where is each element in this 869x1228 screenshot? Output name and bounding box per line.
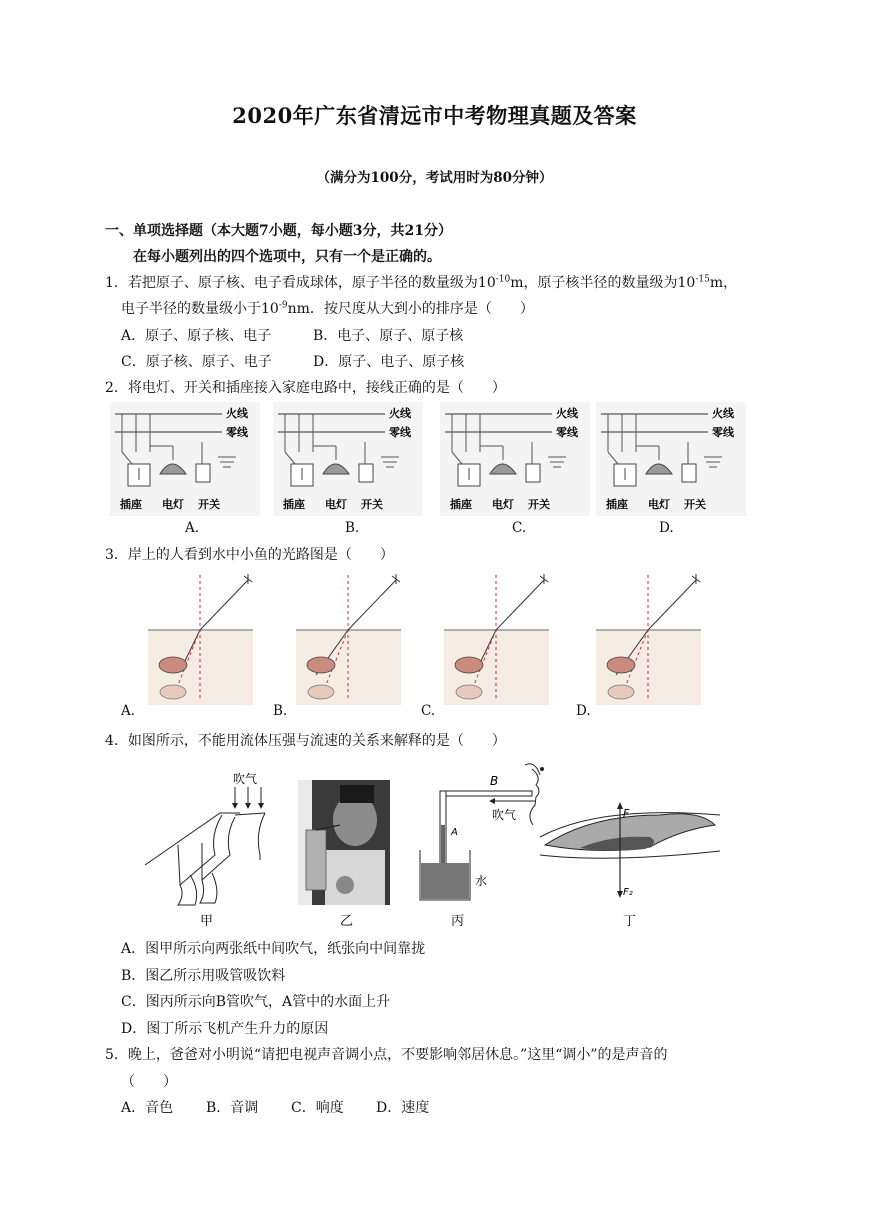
socket-label: 插座 <box>120 498 142 511</box>
q1-exp3: -9 <box>278 300 288 311</box>
q1-text-c: m， <box>709 275 738 291</box>
q4-figures <box>140 755 740 930</box>
fig-label-ding: 丁 <box>623 914 637 929</box>
q1-text-a: 1．若把原子、原子核、电子看成球体，原子半径的数量级为10 <box>105 275 496 291</box>
neutral-wire-label: 零线 <box>712 426 734 439</box>
lamp-label: 电灯 <box>492 498 514 511</box>
fig-bing-water-label: 水 <box>475 874 488 888</box>
page-title: 2020年广东省清远市中考物理真题及答案 <box>232 103 637 128</box>
live-wire-label: 火线 <box>556 407 578 420</box>
q3-label-d: D. <box>576 703 591 719</box>
light-path-diagram <box>596 574 701 705</box>
q1-stem-line1 <box>105 272 737 292</box>
q4-stem: 4．如图所示，不能用流体压强与流速的关系来解释的是（ ） <box>105 733 506 749</box>
lamp-label: 电灯 <box>162 498 184 511</box>
circuit-diagram <box>110 402 260 516</box>
q1-stem-line2 <box>121 298 534 318</box>
q4-option-c: C．图丙所示向B管吹气，A管中的水面上升 <box>121 994 391 1010</box>
circuit-diagram <box>273 402 423 516</box>
neutral-wire-label: 零线 <box>226 426 248 439</box>
switch-label: 开关 <box>528 498 550 511</box>
q1-text-d: 电子半径的数量级小于10 <box>121 301 279 317</box>
live-wire-label: 火线 <box>389 407 411 420</box>
q5-option-d: D．速度 <box>376 1100 430 1116</box>
q3-label-b: B. <box>273 703 288 719</box>
q2-label-c: C. <box>512 520 527 536</box>
page-subtitle: （满分为100分，考试用时为80分钟） <box>316 170 553 186</box>
q1-option-b: B．电子、原子、原子核 <box>313 328 464 344</box>
q2-label-b: B. <box>345 520 360 536</box>
switch-label: 开关 <box>198 498 220 511</box>
q3-light-path-figures <box>110 570 750 710</box>
fig-bing-a-label: A <box>451 827 458 838</box>
q3-label-c: C. <box>421 703 436 719</box>
q5-option-b: B．音调 <box>206 1100 259 1116</box>
q3-label-a: A. <box>121 703 136 719</box>
lamp-label: 电灯 <box>325 498 347 511</box>
fig-jia-blow-label: 吹气 <box>233 772 258 786</box>
q4-option-d: D．图丁所示飞机产生升力的原因 <box>121 1021 329 1037</box>
socket-label: 插座 <box>450 498 472 511</box>
q1-option-a: A．原子、原子核、电子 <box>121 328 272 344</box>
q1-text-b: m，原子核半径的数量级为10 <box>510 275 696 291</box>
fig-label-jia: 甲 <box>200 914 214 929</box>
figure-yi-photo <box>298 780 390 905</box>
neutral-wire-label: 零线 <box>389 426 411 439</box>
q5-paren: （ ） <box>121 1074 177 1090</box>
figure-ding <box>540 802 720 898</box>
circuit-diagram <box>596 402 746 516</box>
fig-label-yi: 乙 <box>340 914 354 929</box>
q3-stem: 3．岸上的人看到水中小鱼的光路图是（ ） <box>105 547 394 563</box>
fig-ding-f2-label: F₂ <box>623 887 633 898</box>
q4-option-a: A．图甲所示向两张纸中间吹气，纸张向中间靠拢 <box>121 941 426 957</box>
light-path-diagram <box>296 574 401 705</box>
q5-option-c: C．响度 <box>291 1100 344 1116</box>
q2-stem: 2．将电灯、开关和插座接入家庭电路中，接线正确的是（ ） <box>105 380 506 396</box>
light-path-diagram <box>148 574 253 705</box>
fig-bing-blow-label: 吹气 <box>492 808 517 822</box>
fig-label-bing: 丙 <box>451 914 465 929</box>
lamp-label: 电灯 <box>648 498 670 511</box>
q2-label-a: A. <box>185 520 200 536</box>
q5-stem: 5．晚上，爸爸对小明说“请把电视声音调小点，不要影响邻居休息。”这里“调小”的是声音的 <box>105 1047 668 1063</box>
socket-label: 插座 <box>606 498 628 511</box>
fig-ding-f-label: F <box>623 807 630 820</box>
q1-option-d: D．原子、电子、原子核 <box>313 354 465 370</box>
live-wire-label: 火线 <box>226 407 248 420</box>
section-heading: 一、单项选择题（本大题7小题，每小题3分，共21分） <box>105 223 452 239</box>
light-path-diagram <box>444 574 549 705</box>
q4-option-b: B．图乙所示用吸管吸饮料 <box>121 968 286 984</box>
q1-text-e: nm．按尺度从大到小的排序是（ ） <box>287 301 534 317</box>
fig-bing-b-label: B <box>490 774 499 788</box>
q2-circuit-figures <box>110 402 750 518</box>
socket-label: 插座 <box>283 498 305 511</box>
figure-bing <box>420 764 544 900</box>
section-instruction: 在每小题列出的四个选项中，只有一个是正确的。 <box>133 249 441 265</box>
q1-exp2: -15 <box>695 274 710 285</box>
q1-exp1: -10 <box>495 274 511 285</box>
figure-jia <box>145 771 265 905</box>
switch-label: 开关 <box>684 498 706 511</box>
switch-label: 开关 <box>361 498 383 511</box>
neutral-wire-label: 零线 <box>556 426 578 439</box>
q1-option-c: C．原子核、原子、电子 <box>121 354 272 370</box>
circuit-diagram <box>440 402 590 516</box>
q5-option-a: A．音色 <box>121 1100 174 1116</box>
live-wire-label: 火线 <box>712 407 734 420</box>
q2-label-d: D. <box>659 520 674 536</box>
